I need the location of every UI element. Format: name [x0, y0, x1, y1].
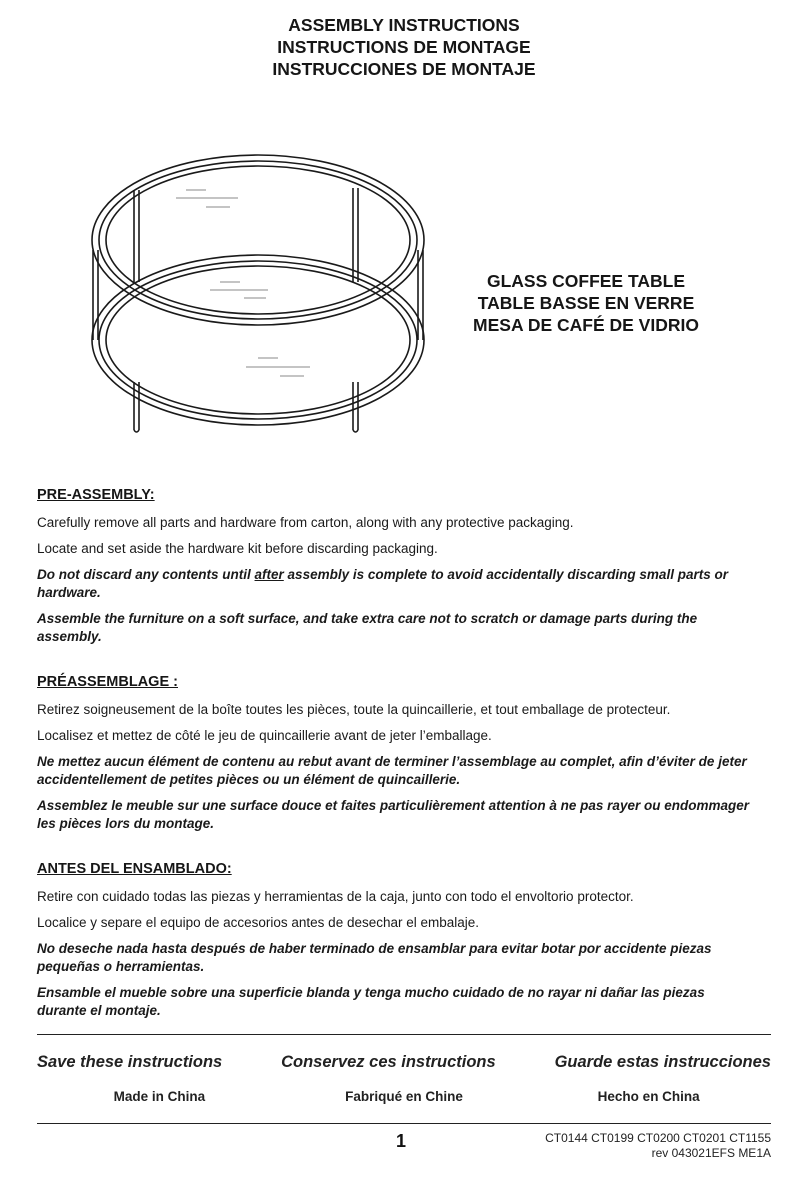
- page-number: 1: [396, 1131, 407, 1151]
- document-title: [0, 14, 808, 80]
- paragraph: Carefully remove all parts and hardware from carton, along with any protective packaging.: [37, 515, 574, 530]
- save-instructions-row: [37, 1053, 771, 1072]
- section-heading: PRÉASSEMBLAGE :: [37, 674, 178, 690]
- made-in-english: Made in China: [113, 1089, 206, 1104]
- title-english: ASSEMBLY INSTRUCTIONS: [288, 15, 520, 35]
- warning-paragraph: No deseche nada hasta después de haber terminado de ensamblar para evitar botar por accidente piezas pequeñas o herramientas.: [37, 941, 712, 974]
- save-instructions-english: Save these instructions: [37, 1053, 223, 1071]
- title-french: INSTRUCTIONS DE MONTAGE: [277, 37, 531, 57]
- warning-paragraph: Ne mettez aucun élément de contenu au rebut avant de terminer l’assemblage au complet, afin d’éviter de jeter accidentellement de petites pièces ou un élément de quincaillerie.: [37, 754, 747, 787]
- made-in-french-col: [282, 1088, 527, 1106]
- made-in-spanish-col: [526, 1088, 771, 1106]
- product-name: [436, 270, 736, 336]
- pre-assembly-section-english: [37, 486, 757, 654]
- made-in-french: Fabriqué en Chine: [345, 1089, 463, 1104]
- paragraph: Locate and set aside the hardware kit before discarding packaging.: [37, 541, 438, 556]
- paragraph: Retire con cuidado todas las piezas y herramientas de la caja, junto con todo el envoltorio protector.: [37, 889, 634, 904]
- country-of-origin-row: [37, 1088, 771, 1106]
- warning-paragraph: Ensamble el mueble sobre una superficie blanda y tenga mucho cuidado de no rayar ni dañar las piezas durante el montaje.: [37, 985, 705, 1018]
- product-name-french: TABLE BASSE EN VERRE: [477, 293, 695, 313]
- save-instructions-french: Conservez ces instructions: [281, 1053, 496, 1071]
- made-in-spanish: Hecho en China: [597, 1089, 700, 1104]
- title-spanish: INSTRUCCIONES DE MONTAJE: [272, 59, 536, 79]
- product-name-english: GLASS COFFEE TABLE: [486, 271, 685, 291]
- paragraph: Retirez soigneusement de la boîte toutes les pièces, toute la quincaillerie, et tout emballage de protecteur.: [37, 702, 671, 717]
- warning-paragraph: [37, 566, 757, 602]
- made-in-english-col: [37, 1088, 282, 1106]
- warning-paragraph: Assemblez le meuble sur une surface douce et faites particulièrement attention à ne pas rayer ou endommager les pièces lors du montage.: [37, 798, 749, 831]
- warning-paragraph: Assemble the furniture on a soft surface, and take extra care not to scratch or damage parts during the assembly.: [37, 611, 698, 644]
- model-codes: CT0144 CT0199 CT0200 CT0201 CT1155: [545, 1131, 771, 1145]
- revision-code: rev 043021EFS ME1A: [651, 1146, 771, 1160]
- section-heading: PRE-ASSEMBLY:: [37, 487, 155, 503]
- glass-coffee-table-illustration: [78, 150, 438, 445]
- footer-divider-bottom: [37, 1123, 771, 1124]
- model-codes-block: [545, 1131, 771, 1161]
- footer-divider-top: [37, 1034, 771, 1035]
- save-instructions-spanish: Guarde estas instrucciones: [554, 1053, 771, 1071]
- text-span: Do not discard any contents until: [37, 567, 255, 582]
- emphasis-after: after: [254, 567, 284, 582]
- pre-assembly-section-french: [37, 673, 757, 841]
- product-name-spanish: MESA DE CAFÉ DE VIDRIO: [473, 315, 699, 335]
- text-span: assembly is complete to avoid accidentally discarding small parts or hardware.: [37, 567, 728, 600]
- paragraph: Localice y separe el equipo de accesorios antes de desechar el embalaje.: [37, 915, 480, 930]
- pre-assembly-section-spanish: [37, 860, 757, 1028]
- section-heading: ANTES DEL ENSAMBLADO:: [37, 861, 232, 877]
- paragraph: Localisez et mettez de côté le jeu de quincaillerie avant de jeter l’emballage.: [37, 728, 492, 743]
